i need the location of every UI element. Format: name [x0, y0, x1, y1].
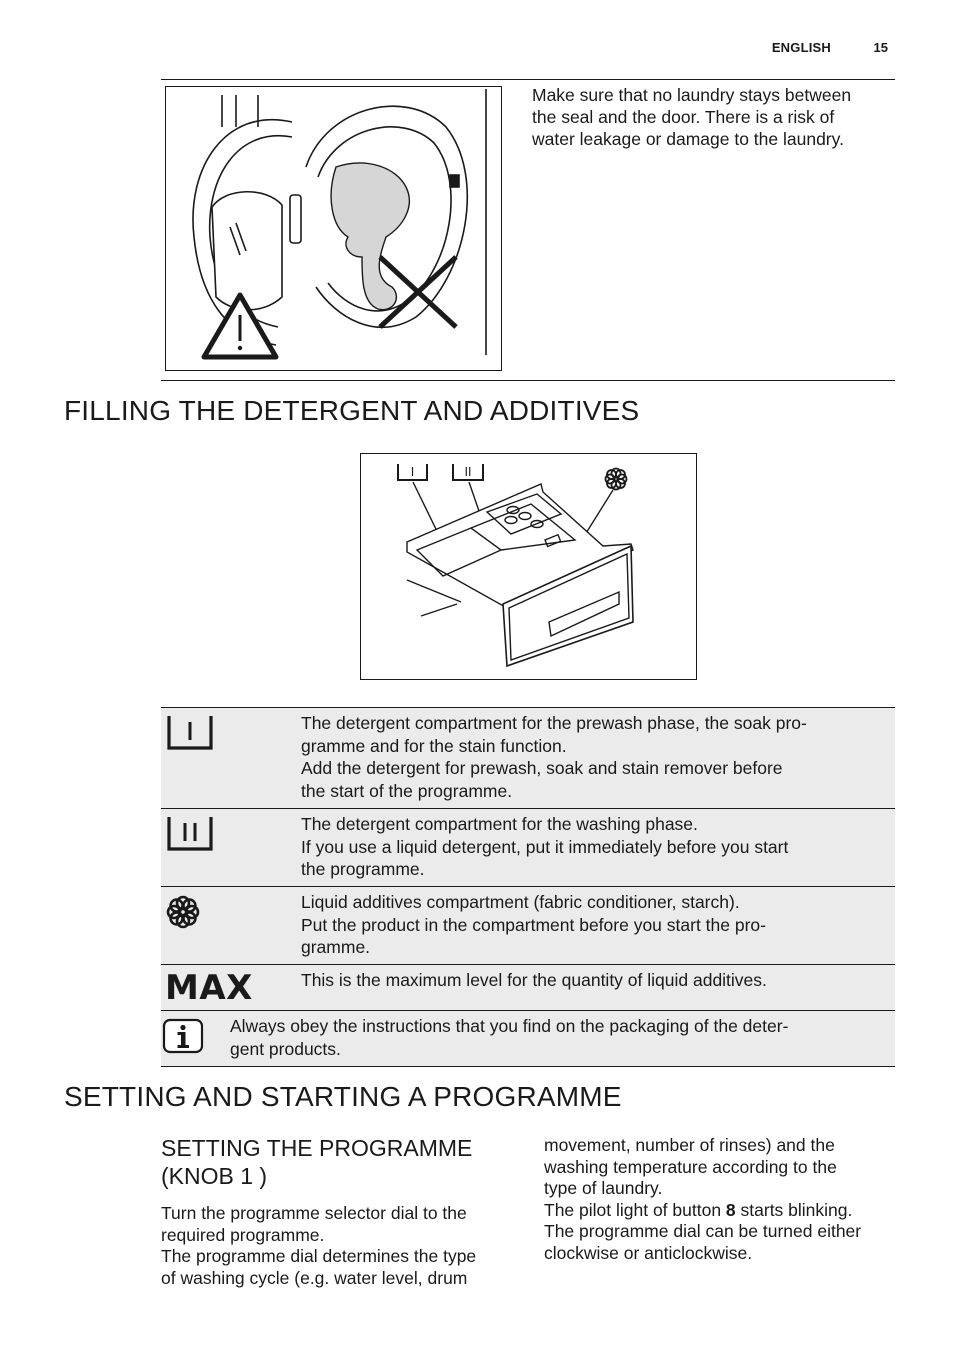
info-note: [161, 1011, 895, 1067]
info-note-text: Always obey the instructions that you find on the packaging of the deter- gent products.: [230, 1016, 789, 1059]
dispenser-illustration: [360, 453, 697, 680]
programme-right-column: movement, number of rinses) and the washing temperature according to the type of laundry. The pilot light of button 8 starts blinking. The programme dial can be turned either clockwise or anticlockwise.: [544, 1135, 862, 1263]
table-row: [161, 708, 895, 809]
flower-icon: [166, 895, 200, 934]
pilot-light-line: The pilot light of button 8 starts blinking.: [544, 1199, 853, 1220]
max-level-label: MAX: [165, 968, 253, 1008]
door-illustration: [165, 86, 502, 371]
dispenser-drawing: [361, 454, 696, 679]
table-row: [161, 809, 895, 887]
section-title-programme: SETTING AND STARTING A PROGRAMME: [64, 1081, 622, 1112]
door-laundry-drawing: [166, 87, 501, 370]
compartment-1-label: I: [410, 465, 415, 479]
row-description: The detergent compartment for the washing phase. If you use a liquid detergent, put it immediately before you start the programme.: [301, 814, 789, 879]
row-description: This is the maximum level for the quantity of liquid additives.: [301, 970, 767, 990]
row-description: The detergent compartment for the prewash phase, the soak pro- gramme and for the stain function. Add the detergent for prewash, soak and stain remover before the start of the programme.: [301, 713, 807, 801]
section-divider-bottom: [161, 380, 895, 381]
prewash-compartment-icon: [167, 714, 213, 755]
subsection-title: SETTING THE PROGRAMME (KNOB 1 ): [161, 1135, 473, 1189]
info-icon: [162, 1018, 204, 1059]
section-title-detergent: FILLING THE DETERGENT AND ADDITIVES: [64, 395, 640, 426]
header-language: ENGLISH: [771, 40, 831, 55]
programme-left-column: Turn the programme selector dial to the required programme. The programme dial determines the type of washing cycle (e.g. water level, drum: [161, 1203, 477, 1288]
compartment-2-label: II: [464, 465, 472, 479]
wash-compartment-icon: [167, 815, 213, 856]
table-row: [161, 965, 895, 1011]
row-description: Liquid additives compartment (fabric conditioner, starch). Put the product in the compartment before you start the pro- gramme.: [301, 892, 766, 957]
button-number: 8: [725, 1199, 736, 1220]
compartment-table: [161, 707, 895, 1067]
page-number: 15: [873, 40, 888, 55]
table-row: [161, 887, 895, 965]
flower-label-icon: [606, 469, 627, 490]
section-divider-top: [161, 79, 895, 80]
door-instructions: Make sure that no laundry stays between the seal and the door. There is a risk of water leakage or damage to the laundry.: [532, 85, 852, 149]
